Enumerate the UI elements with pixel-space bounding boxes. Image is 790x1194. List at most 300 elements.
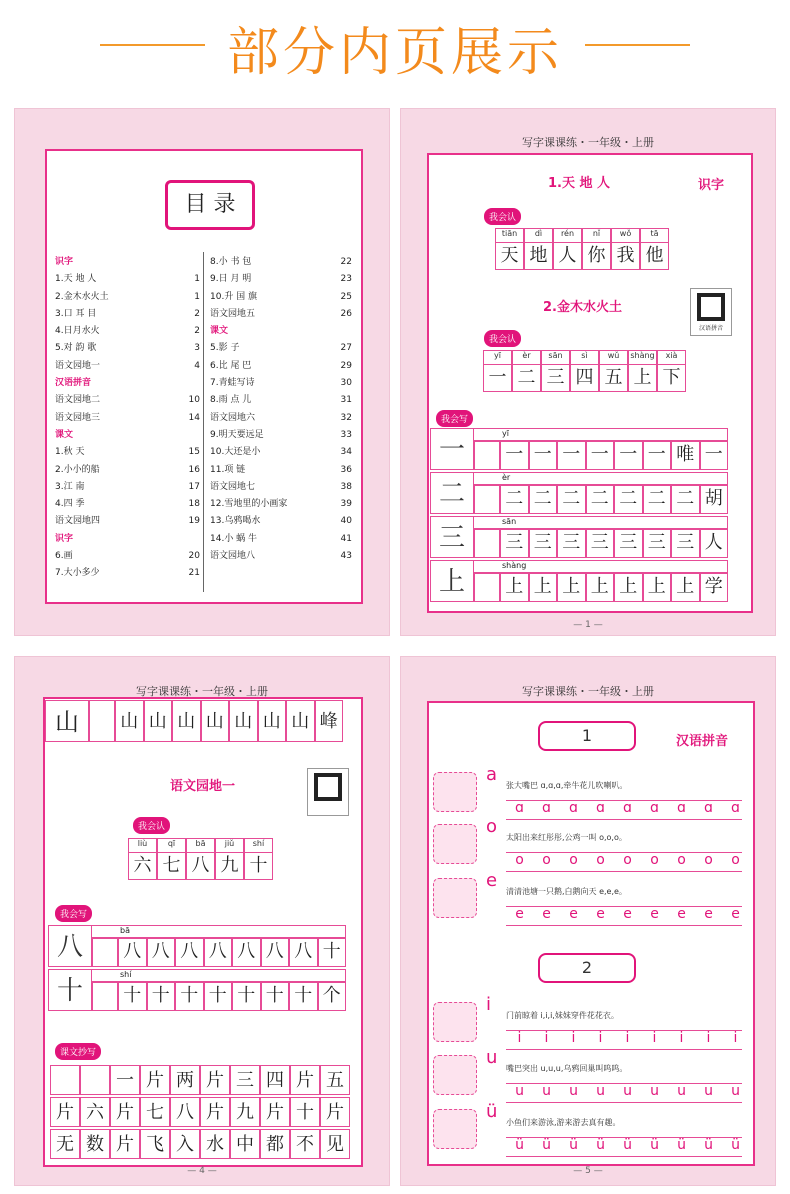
page3-number: — 4 — (187, 1166, 217, 1176)
practice-letter: ü (677, 1137, 686, 1153)
write-cell: 二 (529, 485, 558, 514)
illustration (433, 1109, 477, 1149)
row-body (474, 560, 728, 602)
toc-entry-label: 语文园地二 (55, 395, 101, 406)
lesson1-chars (495, 228, 669, 270)
practice-letter: i (544, 1030, 549, 1046)
copy-grid (50, 1065, 350, 1161)
toc-entry-label: 7.大小多少 (55, 568, 100, 579)
toc-entry-label: 3.江 南 (55, 481, 85, 492)
page4-header: 写字课课练・一年级・上册 (522, 685, 654, 698)
model-char: 上 (430, 560, 474, 602)
write-cell: 唯 (671, 441, 700, 470)
copy-cell: 九 (230, 1097, 260, 1127)
toc-entry-label: 8.小 书 包 (210, 257, 252, 267)
page4-number: — 5 — (573, 1166, 603, 1176)
toc-entry-label: 2.小小的船 (55, 464, 100, 475)
copy-cell: 水 (200, 1129, 230, 1159)
write-cell: 十 (289, 982, 318, 1011)
toc-entry-page: 32 (340, 412, 352, 423)
copy-cell: 数 (80, 1129, 110, 1159)
toc-entry-page: 15 (188, 447, 200, 458)
toc-entry (55, 513, 200, 530)
write-badge: 我会写 (436, 410, 473, 427)
write-cell: 三 (500, 529, 529, 558)
toc-entry-label: 语文园地七 (210, 481, 256, 492)
lesson-tag: 识字 (698, 178, 725, 193)
write-cell: 三 (557, 529, 586, 558)
pinyin-label: tiān (496, 229, 523, 243)
char-cell (640, 228, 669, 270)
toc-entry-page: 26 (340, 308, 352, 319)
write-cell: 八 (147, 938, 176, 967)
row-pinyin: shí (92, 969, 346, 982)
toc-entry (210, 306, 352, 323)
pinyin-label: sān (542, 351, 569, 365)
practice-row (506, 1083, 749, 1099)
write-cell: 人 (700, 529, 729, 558)
pinyin-label: wǒ (612, 229, 639, 243)
toc-entry (55, 392, 200, 409)
writing-row (430, 560, 728, 602)
row-pinyin: èr (474, 472, 728, 485)
copy-cell: 都 (260, 1129, 290, 1159)
char-cell (611, 228, 640, 270)
write-cell: 十 (318, 938, 347, 967)
write-cell: 一 (557, 441, 586, 470)
toc-entry (210, 427, 352, 444)
practice-letter: ü (731, 1137, 740, 1153)
row-label (92, 938, 118, 967)
toc-entry (55, 306, 200, 323)
practice-letter: e (677, 906, 686, 922)
write-cell: 峰 (315, 700, 344, 742)
hanzi: 地 (529, 245, 548, 266)
row-body (474, 472, 728, 514)
char-cell (215, 838, 244, 880)
char-cell (483, 350, 512, 392)
copy-cell: 片 (320, 1097, 350, 1127)
write-cell: 八 (232, 938, 261, 967)
toc-entry-label: 语文园地八 (210, 551, 256, 562)
qr-code-2[interactable] (307, 768, 349, 816)
page-title: 部分内页展示 (226, 23, 563, 83)
practice-letter: u (623, 1083, 632, 1099)
toc-entry (55, 565, 200, 582)
write-cell: 八 (261, 938, 290, 967)
write-cell: 胡 (700, 485, 729, 514)
page3-header: 写字课课练・一年级・上册 (136, 685, 268, 698)
practice-letter: ü (542, 1137, 551, 1153)
practice-row (506, 852, 749, 868)
toc-entry (55, 444, 200, 461)
toc-entry-label: 6.比 尾 巴 (210, 360, 252, 371)
copy-row (50, 1065, 350, 1095)
char-cell (541, 350, 570, 392)
toc-entry-page: 19 (188, 516, 200, 527)
toc-entry-label: 3.口 耳 目 (55, 308, 97, 319)
write-cell: 十 (118, 982, 147, 1011)
toc-entry (55, 358, 200, 375)
hanzi: 你 (587, 245, 606, 266)
pinyin-letter: e (486, 870, 498, 891)
toc-entry-page: 34 (340, 447, 352, 458)
copy-cell: 五 (320, 1065, 350, 1095)
practice-letter: ɑ (542, 800, 551, 816)
practice-letter: e (542, 906, 551, 922)
pinyin-label: dì (525, 229, 552, 243)
practice-letter: o (569, 852, 578, 868)
practice-letter: u (731, 1083, 740, 1099)
row-cells (92, 938, 346, 967)
char-cell (244, 838, 273, 880)
write-cell: 二 (614, 485, 643, 514)
copy-cell: 片 (110, 1129, 140, 1159)
char-cell (186, 838, 215, 880)
toc-entry-page: 30 (340, 378, 352, 389)
toc-entry-label: 9.日 月 明 (210, 274, 252, 285)
read-badge-3: 我会认 (133, 817, 170, 834)
toc-entry-label: 4.日月水火 (55, 326, 100, 337)
toc-entry-page: 33 (340, 429, 352, 440)
practice-letter: u (704, 1083, 713, 1099)
write-cell: 上 (529, 573, 558, 602)
toc-title: 目 录 (165, 180, 255, 230)
toc-entry (210, 513, 352, 530)
toc-entry-label: 12.雪地里的小画家 (210, 499, 288, 510)
toc-entry (210, 410, 352, 427)
pinyin-verse: 门前晾着 i,i,i,妹妹穿件花花衣。 (506, 1011, 619, 1020)
pinyin-label: wǔ (600, 351, 627, 365)
write-cell: 十 (204, 982, 233, 1011)
write-cell: 一 (643, 441, 672, 470)
copy-cell: 两 (170, 1065, 200, 1095)
write-cell: 山 (286, 700, 315, 742)
pinyin-label: sì (571, 351, 598, 365)
toc-entry (210, 444, 352, 461)
pinyin-label: tā (641, 229, 668, 243)
writing-grid (430, 428, 728, 604)
write-cell: 十 (261, 982, 290, 1011)
toc-entry-page: 27 (340, 343, 352, 354)
practice-letter: i (679, 1030, 684, 1046)
write-cell: 山 (258, 700, 287, 742)
toc-entry-page: 39 (340, 499, 352, 510)
garden-chars (128, 838, 273, 880)
pinyin-label: èr (513, 351, 540, 365)
toc-entry-label: 5.影 子 (210, 343, 240, 354)
toc-entry-page: 1 (194, 291, 200, 302)
toc-entry-page: 36 (340, 464, 352, 475)
practice-row (506, 906, 749, 922)
hanzi: 一 (488, 367, 507, 388)
toc-entry (210, 323, 352, 340)
copy-cell: 片 (50, 1097, 80, 1127)
copy-row (50, 1129, 350, 1159)
practice-letter: e (704, 906, 713, 922)
toc-entry (210, 289, 352, 306)
copy-cell: 三 (230, 1065, 260, 1095)
practice-letter: o (596, 852, 605, 868)
practice-letter: u (569, 1083, 578, 1099)
hanzi: 我 (616, 245, 635, 266)
toc-entry-label: 汉语拼音 (55, 378, 92, 389)
lesson1-title: 1.天 地 人 (548, 176, 611, 191)
toc-entry (210, 271, 352, 288)
write-cell: 三 (614, 529, 643, 558)
practice-letter: e (731, 906, 740, 922)
toc-entry (55, 479, 200, 496)
toc-entry-page: 4 (194, 360, 200, 371)
pinyin-label: yī (484, 351, 511, 365)
row-pinyin: bā (92, 925, 346, 938)
write-cell: 一 (529, 441, 558, 470)
char-cell (157, 838, 186, 880)
row-pinyin: yī (474, 428, 728, 441)
pinyin-verse: 清清池塘一只鹅,白鹅向天 e,e,e。 (506, 887, 627, 896)
toc-entry-page: 23 (340, 274, 352, 285)
pinyin-label: shí (245, 839, 272, 853)
practice-letter: o (650, 852, 659, 868)
char-cell (570, 350, 599, 392)
copy-cell: 六 (80, 1097, 110, 1127)
writing-row (430, 516, 728, 558)
write-cell: 八 (204, 938, 233, 967)
toc-entry-page: 21 (188, 568, 200, 579)
read-badge-2: 我会认 (484, 330, 521, 347)
practice-letter: o (677, 852, 686, 868)
write-cell: 山 (201, 700, 230, 742)
lesson2-chars (483, 350, 686, 392)
write-cell: 二 (500, 485, 529, 514)
writing-grid-2 (48, 925, 346, 1013)
toc-entry-label: 5.对 韵 歌 (55, 343, 97, 354)
practice-letter: i (652, 1030, 657, 1046)
copy-cell: 七 (140, 1097, 170, 1127)
copy-cell: 入 (170, 1129, 200, 1159)
page2-number: — 1 — (573, 620, 603, 630)
header (0, 0, 790, 95)
write-cell: 上 (500, 573, 529, 602)
toc-entry-label: 10.升 国 旗 (210, 291, 258, 302)
practice-letter: ɑ (569, 800, 578, 816)
practice-letter: i (706, 1030, 711, 1046)
practice-letter: u (515, 1083, 524, 1099)
toc-entry (55, 254, 200, 271)
practice-letter: ɑ (623, 800, 632, 816)
hanzi: 四 (575, 367, 594, 388)
practice-letter: ü (704, 1137, 713, 1153)
writing-row (430, 472, 728, 514)
row-cells (92, 982, 346, 1011)
practice-letter: u (650, 1083, 659, 1099)
pinyin-verse: 太阳出来红彤彤,公鸡一叫 o,o,o。 (506, 833, 627, 842)
toc-entry-label: 语文园地三 (55, 412, 101, 423)
practice-letter: ü (515, 1137, 524, 1153)
write-cell: 上 (586, 573, 615, 602)
qr-label: 汉语拼音 (698, 325, 723, 332)
toc-entry (55, 271, 200, 288)
pinyin-tag: 汉语拼音 (676, 734, 729, 749)
toc-entry (210, 462, 352, 479)
row-cells (474, 573, 728, 602)
toc-entry-page: 38 (340, 481, 352, 492)
practice-letter: i (598, 1030, 603, 1046)
write-cell: 学 (700, 573, 729, 602)
write-cell: 上 (557, 573, 586, 602)
toc-entry (55, 323, 200, 340)
practice-letter: i (733, 1030, 738, 1046)
toc-entry (55, 427, 200, 444)
write-cell: 八 (118, 938, 147, 967)
toc-entry-label: 8.雨 点 儿 (210, 395, 252, 406)
row-cells (474, 441, 728, 470)
toc-entry-page: 18 (188, 499, 200, 510)
practice-letter: i (571, 1030, 576, 1046)
toc-left-column (55, 254, 200, 583)
practice-row (506, 1137, 749, 1153)
row-label (474, 529, 500, 558)
char-cell (628, 350, 657, 392)
write-cell: 上 (671, 573, 700, 602)
practice-letter: ü (623, 1137, 632, 1153)
toc-entry-page: 2 (194, 326, 200, 337)
toc-entry (210, 531, 352, 548)
row-label (474, 441, 500, 470)
toc-entry (210, 358, 352, 375)
toc-entry-label: 识字 (55, 257, 74, 267)
hanzi: 八 (191, 855, 210, 876)
toc-entry-label: 14.小 蜗 牛 (210, 533, 258, 544)
pinyin-label: rén (554, 229, 581, 243)
writing-row (430, 428, 728, 470)
write-cell: 上 (614, 573, 643, 602)
pinyin-verse: 小鱼们来游泳,游来游去真有趣。 (506, 1118, 621, 1127)
toc-entry-page: 2 (194, 308, 200, 319)
model-char: 二 (430, 472, 474, 514)
write-cell: 三 (529, 529, 558, 558)
copy-cell: 无 (50, 1129, 80, 1159)
toc-entry (55, 531, 200, 548)
toc-entry (210, 340, 352, 357)
pinyin-verse: 嘴巴突出 u,u,u,乌鸦回巢叫呜呜。 (506, 1064, 628, 1073)
pinyin-label: xià (658, 351, 685, 365)
row-body (474, 428, 728, 470)
hanzi: 十 (249, 855, 268, 876)
pinyin-letter: o (486, 816, 498, 837)
practice-letter: e (515, 906, 524, 922)
practice-letter: e (569, 906, 578, 922)
pinyin-label: jiǔ (216, 839, 243, 853)
pinyin-letter: a (486, 764, 498, 785)
pinyin-letter: i (486, 994, 492, 1015)
garden-title: 语文园地一 (170, 779, 236, 794)
unit2-box: 2 (538, 953, 636, 983)
write-cell: 二 (586, 485, 615, 514)
hanzi: 九 (220, 855, 239, 876)
hanzi: 天 (500, 245, 519, 266)
toc-entry-page: 22 (340, 257, 352, 267)
write-cell: 一 (500, 441, 529, 470)
toc-entry-label: 2.金木水火土 (55, 291, 109, 302)
toc-entry (210, 548, 352, 565)
copy-cell: 中 (230, 1129, 260, 1159)
toc-entry (55, 462, 200, 479)
toc-entry-page: 3 (194, 343, 200, 354)
page2-header: 写字课课练・一年级・上册 (522, 136, 654, 149)
pinyin-label: liù (129, 839, 156, 853)
toc-entry-label: 语文园地六 (210, 412, 256, 423)
practice-letter: o (731, 852, 740, 868)
copy-cell: 片 (200, 1065, 230, 1095)
copy-badge: 课文抄写 (55, 1043, 101, 1060)
illustration (433, 1002, 477, 1042)
model-char: 十 (48, 969, 92, 1011)
practice-letter: o (704, 852, 713, 868)
toc-entry-page: 41 (340, 533, 352, 544)
pinyin-letter: ü (486, 1101, 498, 1122)
toc-entry-page: 29 (340, 360, 352, 371)
toc-entry-page: 31 (340, 395, 352, 406)
toc-entry-label: 语文园地一 (55, 360, 101, 371)
toc-entry-page: 25 (340, 291, 352, 302)
shan-row (45, 700, 343, 742)
toc-entry-label: 10.大还是小 (210, 447, 261, 458)
toc-entry (210, 479, 352, 496)
practice-letter: u (677, 1083, 686, 1099)
toc-entry-label: 1.天 地 人 (55, 274, 97, 285)
copy-cell: 飞 (140, 1129, 170, 1159)
hanzi: 下 (662, 367, 681, 388)
toc-entry-label: 识字 (55, 533, 74, 544)
practice-letter: ü (569, 1137, 578, 1153)
toc-entry-label: 1.秋 天 (55, 447, 85, 458)
toc-entry-label: 语文园地五 (210, 308, 256, 319)
hanzi: 人 (558, 245, 577, 266)
row-cells (474, 485, 728, 514)
copy-cell: 片 (200, 1097, 230, 1127)
practice-letter: u (542, 1083, 551, 1099)
char-cell (128, 838, 157, 880)
write-cell: 一 (614, 441, 643, 470)
illustration (433, 878, 477, 918)
char-cell (524, 228, 553, 270)
write-cell: 八 (289, 938, 318, 967)
toc-entry-label: 7.青蛙写诗 (210, 378, 255, 389)
practice-letter: ɑ (596, 800, 605, 816)
toc-entry-page: 40 (340, 516, 352, 527)
toc-entry-page: 17 (188, 481, 200, 492)
practice-letter: ü (596, 1137, 605, 1153)
write-cell: 十 (147, 982, 176, 1011)
row-label (89, 700, 115, 742)
char-cell (495, 228, 524, 270)
illustration (433, 824, 477, 864)
row-pinyin: sān (474, 516, 728, 529)
hanzi: 六 (133, 855, 152, 876)
toc-entry (55, 375, 200, 392)
practice-letter: ɑ (704, 800, 713, 816)
qr-code[interactable] (690, 288, 732, 336)
practice-row (506, 1030, 749, 1046)
write-cell: 山 (172, 700, 201, 742)
copy-cell: 十 (290, 1097, 320, 1127)
toc-entry-page: 16 (188, 464, 200, 475)
pinyin-label: nǐ (583, 229, 610, 243)
hanzi: 七 (162, 855, 181, 876)
hanzi: 五 (604, 367, 623, 388)
write-cell: 十 (175, 982, 204, 1011)
